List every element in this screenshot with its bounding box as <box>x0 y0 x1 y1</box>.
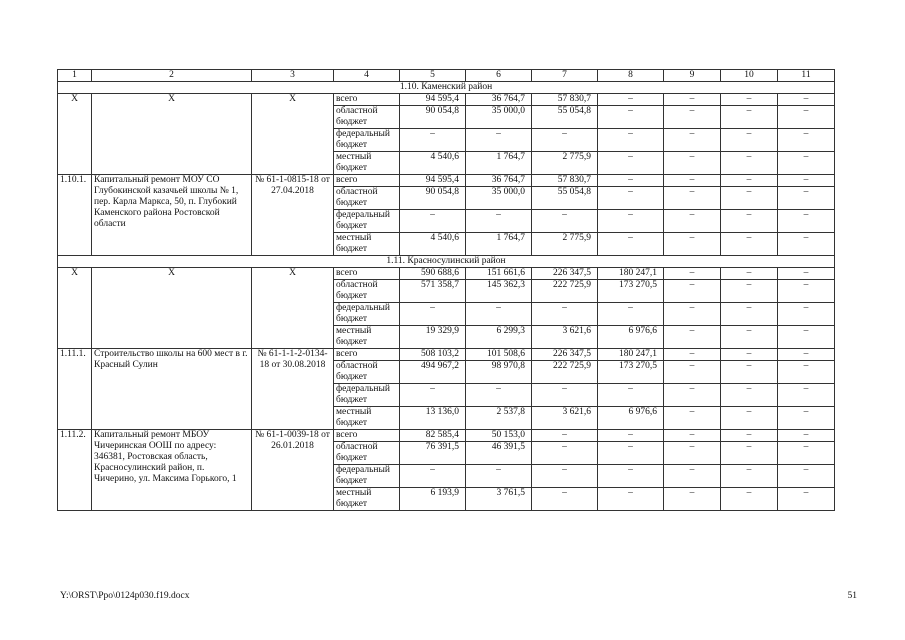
funding-source: всего <box>334 349 400 361</box>
amount-cell: 19 329,9 <box>400 326 466 349</box>
document-number: № 61-1-0815-18 от 27.04.2018 <box>252 175 334 256</box>
amount-cell: – <box>778 129 835 152</box>
object-name: X <box>92 268 252 349</box>
amount-cell: – <box>532 465 598 488</box>
item-number: 1.11.2. <box>58 430 92 511</box>
funding-source: всего <box>334 175 400 187</box>
amount-cell: – <box>721 210 778 233</box>
amount-cell: 222 725,9 <box>532 361 598 384</box>
object-name: Строительство школы на 600 мест в г. Красный Сулин <box>92 349 252 430</box>
amount-cell: – <box>721 233 778 256</box>
funding-source: федеральный бюджет <box>334 303 400 326</box>
page-number: 51 <box>847 591 857 601</box>
amount-cell: 90 054,8 <box>400 187 466 210</box>
amount-cell: – <box>532 430 598 442</box>
amount-cell: – <box>778 361 835 384</box>
amount-cell: 571 358,7 <box>400 280 466 303</box>
table-row <box>58 175 835 187</box>
amount-cell: – <box>778 384 835 407</box>
amount-cell: – <box>721 280 778 303</box>
amount-cell: 590 688,6 <box>400 268 466 280</box>
amount-cell: 36 764,7 <box>466 175 532 187</box>
amount-cell: – <box>664 175 721 187</box>
amount-cell: – <box>664 384 721 407</box>
section-title: 1.11. Красносулинский район <box>58 256 835 268</box>
funding-source: федеральный бюджет <box>334 465 400 488</box>
document-number: X <box>252 268 334 349</box>
amount-cell: – <box>664 94 721 106</box>
amount-cell: 1 764,7 <box>466 152 532 175</box>
funding-source: федеральный бюджет <box>334 210 400 233</box>
amount-cell: 101 508,6 <box>466 349 532 361</box>
amount-cell: 13 136,0 <box>400 407 466 430</box>
amount-cell: 180 247,1 <box>598 268 664 280</box>
budget-table <box>57 69 835 511</box>
amount-cell: – <box>721 187 778 210</box>
amount-cell: – <box>664 488 721 511</box>
funding-source: всего <box>334 430 400 442</box>
amount-cell: – <box>778 268 835 280</box>
amount-cell: 57 830,7 <box>532 94 598 106</box>
amount-cell: 57 830,7 <box>532 175 598 187</box>
amount-cell: – <box>532 129 598 152</box>
amount-cell: – <box>664 187 721 210</box>
amount-cell: 508 103,2 <box>400 349 466 361</box>
item-number: X <box>58 94 92 175</box>
funding-source: местный бюджет <box>334 407 400 430</box>
amount-cell: – <box>532 442 598 465</box>
amount-cell: 2 537,8 <box>466 407 532 430</box>
amount-cell: – <box>721 361 778 384</box>
amount-cell: – <box>532 210 598 233</box>
amount-cell: 2 775,9 <box>532 152 598 175</box>
amount-cell: – <box>532 384 598 407</box>
amount-cell: – <box>598 129 664 152</box>
amount-cell: – <box>721 175 778 187</box>
amount-cell: – <box>598 430 664 442</box>
funding-source: областной бюджет <box>334 280 400 303</box>
amount-cell: – <box>466 465 532 488</box>
amount-cell: – <box>721 303 778 326</box>
section-row <box>58 82 835 94</box>
amount-cell: 46 391,5 <box>466 442 532 465</box>
amount-cell: – <box>466 210 532 233</box>
column-header: 5 <box>400 70 466 82</box>
amount-cell: – <box>598 94 664 106</box>
amount-cell: – <box>664 210 721 233</box>
amount-cell: – <box>778 349 835 361</box>
amount-cell: – <box>400 210 466 233</box>
amount-cell: – <box>664 361 721 384</box>
amount-cell: – <box>400 129 466 152</box>
object-name: Капитальный ремонт МОУ СО Глубокинской казачьей школы № 1, пер. Карла Маркса, 50, п. Глубокий Каменского района Ростовской области <box>92 175 252 256</box>
amount-cell: – <box>664 233 721 256</box>
amount-cell: 6 299,3 <box>466 326 532 349</box>
amount-cell: 98 970,8 <box>466 361 532 384</box>
amount-cell: – <box>664 326 721 349</box>
section-row <box>58 256 835 268</box>
funding-source: областной бюджет <box>334 442 400 465</box>
amount-cell: – <box>598 384 664 407</box>
table-row <box>58 268 835 280</box>
document-number: X <box>252 94 334 175</box>
amount-cell: 173 270,5 <box>598 361 664 384</box>
column-header: 2 <box>92 70 252 82</box>
amount-cell: – <box>664 106 721 129</box>
amount-cell: – <box>664 465 721 488</box>
amount-cell: – <box>598 233 664 256</box>
amount-cell: 82 585,4 <box>400 430 466 442</box>
column-header: 11 <box>778 70 835 82</box>
amount-cell: – <box>664 280 721 303</box>
amount-cell: – <box>598 187 664 210</box>
table-body <box>58 70 835 511</box>
amount-cell: – <box>400 384 466 407</box>
amount-cell: 226 347,5 <box>532 268 598 280</box>
item-number: X <box>58 268 92 349</box>
amount-cell: – <box>778 303 835 326</box>
section-title: 1.10. Каменский район <box>58 82 835 94</box>
table-row <box>58 430 835 442</box>
amount-cell: 6 976,6 <box>598 326 664 349</box>
amount-cell: 76 391,5 <box>400 442 466 465</box>
amount-cell: – <box>598 210 664 233</box>
amount-cell: 1 764,7 <box>466 233 532 256</box>
amount-cell: 55 054,8 <box>532 187 598 210</box>
amount-cell: – <box>778 488 835 511</box>
amount-cell: – <box>721 349 778 361</box>
amount-cell: – <box>778 233 835 256</box>
amount-cell: – <box>598 175 664 187</box>
funding-source: местный бюджет <box>334 233 400 256</box>
amount-cell: 180 247,1 <box>598 349 664 361</box>
object-name: X <box>92 94 252 175</box>
amount-cell: – <box>721 129 778 152</box>
amount-cell: – <box>721 94 778 106</box>
amount-cell: – <box>721 442 778 465</box>
funding-source: федеральный бюджет <box>334 384 400 407</box>
column-header: 1 <box>58 70 92 82</box>
document-number: № 61-1-0039-18 от 26.01.2018 <box>252 430 334 511</box>
amount-cell: 4 540,6 <box>400 152 466 175</box>
amount-cell: – <box>664 407 721 430</box>
amount-cell: – <box>664 268 721 280</box>
amount-cell: – <box>778 407 835 430</box>
document-number: № 61-1-1-2-0134-18 от 30.08.2018 <box>252 349 334 430</box>
column-header: 6 <box>466 70 532 82</box>
amount-cell: – <box>778 175 835 187</box>
amount-cell: 173 270,5 <box>598 280 664 303</box>
table-row <box>58 94 835 106</box>
funding-source: всего <box>334 268 400 280</box>
amount-cell: – <box>778 152 835 175</box>
amount-cell: 222 725,9 <box>532 280 598 303</box>
amount-cell: 50 153,0 <box>466 430 532 442</box>
amount-cell: – <box>721 407 778 430</box>
column-header: 10 <box>721 70 778 82</box>
funding-source: федеральный бюджет <box>334 129 400 152</box>
column-header: 7 <box>532 70 598 82</box>
amount-cell: – <box>532 488 598 511</box>
amount-cell: – <box>778 280 835 303</box>
amount-cell: – <box>598 106 664 129</box>
amount-cell: – <box>721 106 778 129</box>
amount-cell: 94 595,4 <box>400 94 466 106</box>
amount-cell: – <box>466 129 532 152</box>
amount-cell: – <box>778 430 835 442</box>
amount-cell: – <box>400 465 466 488</box>
column-header: 3 <box>252 70 334 82</box>
amount-cell: 35 000,0 <box>466 106 532 129</box>
amount-cell: 3 621,6 <box>532 326 598 349</box>
amount-cell: 226 347,5 <box>532 349 598 361</box>
funding-source: местный бюджет <box>334 152 400 175</box>
amount-cell: – <box>400 303 466 326</box>
funding-source: областной бюджет <box>334 187 400 210</box>
amount-cell: – <box>664 152 721 175</box>
funding-source: областной бюджет <box>334 106 400 129</box>
funding-source: областной бюджет <box>334 361 400 384</box>
amount-cell: – <box>721 268 778 280</box>
amount-cell: – <box>664 430 721 442</box>
amount-cell: – <box>598 488 664 511</box>
amount-cell: 55 054,8 <box>532 106 598 129</box>
object-name: Капитальный ремонт МБОУ Чичеринская ООШ по адресу: 346381, Ростовская область, Красносулинский район, п. Чичерино, ул. Максима Горького, 1 <box>92 430 252 511</box>
amount-cell: – <box>721 488 778 511</box>
amount-cell: – <box>778 210 835 233</box>
amount-cell: 3 761,5 <box>466 488 532 511</box>
amount-cell: 151 661,6 <box>466 268 532 280</box>
amount-cell: 35 000,0 <box>466 187 532 210</box>
amount-cell: – <box>778 187 835 210</box>
amount-cell: – <box>721 152 778 175</box>
amount-cell: – <box>721 465 778 488</box>
amount-cell: – <box>778 442 835 465</box>
amount-cell: 94 595,4 <box>400 175 466 187</box>
funding-source: местный бюджет <box>334 326 400 349</box>
amount-cell: – <box>664 303 721 326</box>
column-header: 9 <box>664 70 721 82</box>
funding-source: всего <box>334 94 400 106</box>
amount-cell: 90 054,8 <box>400 106 466 129</box>
amount-cell: – <box>778 465 835 488</box>
column-header: 8 <box>598 70 664 82</box>
column-header: 4 <box>334 70 400 82</box>
amount-cell: – <box>778 326 835 349</box>
amount-cell: – <box>598 303 664 326</box>
header-row <box>58 70 835 82</box>
amount-cell: – <box>598 442 664 465</box>
amount-cell: – <box>778 94 835 106</box>
amount-cell: 36 764,7 <box>466 94 532 106</box>
table-row <box>58 349 835 361</box>
amount-cell: – <box>664 129 721 152</box>
amount-cell: – <box>466 303 532 326</box>
item-number: 1.10.1. <box>58 175 92 256</box>
amount-cell: 4 540,6 <box>400 233 466 256</box>
amount-cell: – <box>532 303 598 326</box>
amount-cell: – <box>721 430 778 442</box>
amount-cell: – <box>721 326 778 349</box>
amount-cell: 6 976,6 <box>598 407 664 430</box>
amount-cell: 3 621,6 <box>532 407 598 430</box>
amount-cell: 2 775,9 <box>532 233 598 256</box>
footer-file-path: Y:\ORST\Ppo\0124p030.f19.docx <box>60 591 190 601</box>
amount-cell: – <box>598 152 664 175</box>
amount-cell: 6 193,9 <box>400 488 466 511</box>
amount-cell: – <box>598 465 664 488</box>
amount-cell: – <box>664 349 721 361</box>
funding-source: местный бюджет <box>334 488 400 511</box>
amount-cell: – <box>466 384 532 407</box>
amount-cell: – <box>778 106 835 129</box>
amount-cell: 145 362,3 <box>466 280 532 303</box>
item-number: 1.11.1. <box>58 349 92 430</box>
amount-cell: – <box>721 384 778 407</box>
amount-cell: 494 967,2 <box>400 361 466 384</box>
amount-cell: – <box>664 442 721 465</box>
